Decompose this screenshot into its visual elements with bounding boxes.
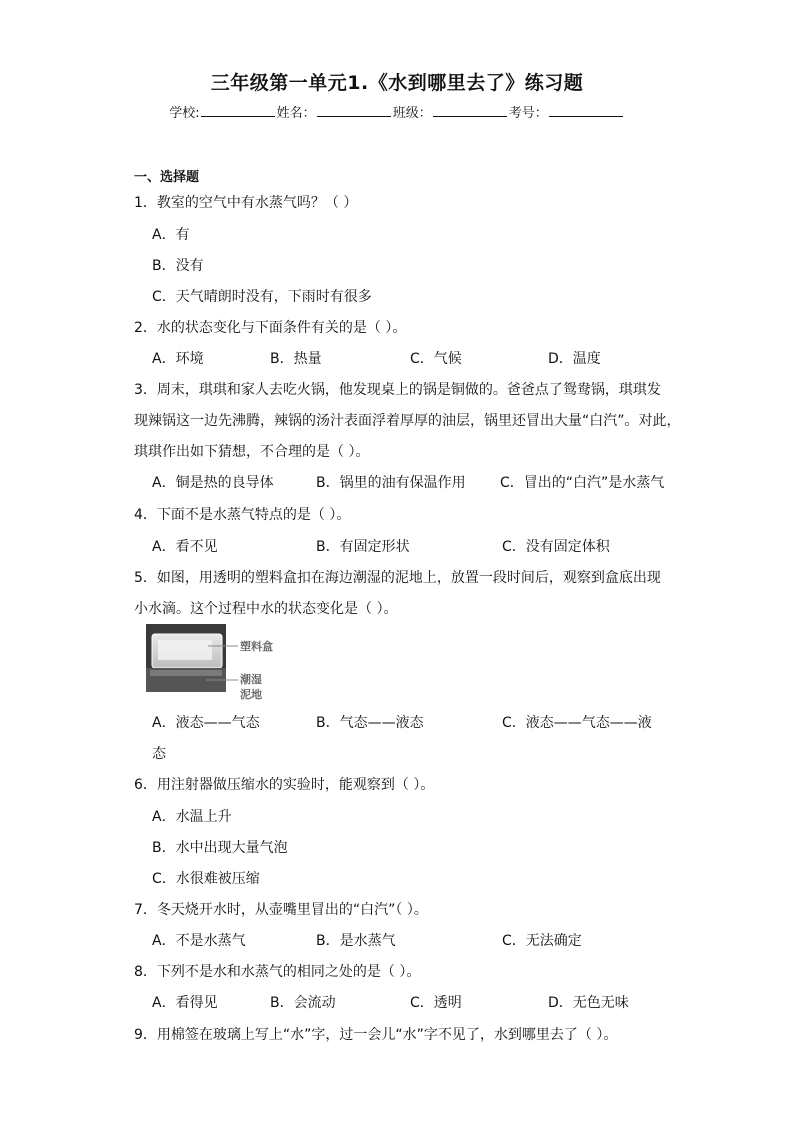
- name-label: 姓名：: [276, 106, 316, 121]
- q8-option-b[interactable]: B．会流动: [270, 995, 336, 1011]
- question-8: 8．下列不是水和水蒸气的相同之处的是（ ）。: [134, 964, 421, 980]
- class-blank[interactable]: [433, 104, 507, 117]
- school-label: 学校:: [169, 106, 200, 121]
- q1-option-a[interactable]: A．有: [152, 227, 190, 243]
- q4-option-a[interactable]: A．看不见: [152, 539, 218, 555]
- question-7: 7．冬天烧开水时，从壶嘴里冒出的“白汽”（ ）。: [134, 902, 428, 918]
- q2-option-d[interactable]: D．温度: [548, 351, 601, 367]
- page-title: 三年级第一单元1.《水到哪里去了》练习题: [210, 72, 584, 94]
- figure-label-soil-1: 潮湿: [240, 673, 262, 686]
- question-1: 1．教室的空气中有水蒸气吗？（ ）: [134, 195, 358, 211]
- q3-option-b[interactable]: B．锅里的油有保温作用: [316, 475, 466, 491]
- q5-option-b[interactable]: B．气态——液态: [316, 715, 424, 731]
- school-blank[interactable]: [201, 104, 275, 117]
- exam-no-blank[interactable]: [549, 104, 623, 117]
- section-heading: 一、选择题: [134, 170, 200, 185]
- q3-option-c[interactable]: C．冒出的“白汽”是水蒸气: [500, 475, 665, 491]
- q8-option-d[interactable]: D．无色无味: [548, 995, 629, 1011]
- figure-label-soil-2: 泥地: [240, 688, 262, 701]
- q5-option-c[interactable]: C．液态——气态——液: [502, 715, 652, 731]
- q7-option-a[interactable]: A．不是水蒸气: [152, 933, 246, 949]
- q2-option-a[interactable]: A．环境: [152, 351, 204, 367]
- q3-option-a[interactable]: A．铜是热的良导体: [152, 475, 274, 491]
- q6-option-a[interactable]: A．水温上升: [152, 809, 232, 825]
- q6-option-c[interactable]: C．水很难被压缩: [152, 871, 260, 887]
- question-3-line-1: 3．周末，琪琪和家人去吃火锅，他发现桌上的锅是铜做的。爸爸点了鸳鸯锅，琪琪发: [134, 382, 661, 398]
- figure-label-box: 塑料盒: [240, 640, 273, 653]
- name-blank[interactable]: [317, 104, 391, 117]
- question-2: 2．水的状态变化与下面条件有关的是（ ）。: [134, 320, 407, 336]
- q2-option-b[interactable]: B．热量: [270, 351, 322, 367]
- class-label: 班级：: [392, 106, 432, 121]
- q5-option-c-wrap: 态: [152, 746, 166, 762]
- student-info-line: [0, 102, 794, 121]
- q4-option-b[interactable]: B．有固定形状: [316, 539, 410, 555]
- q7-option-b[interactable]: B．是水蒸气: [316, 933, 396, 949]
- q5-option-a[interactable]: A．液态——气态: [152, 715, 260, 731]
- q2-option-c[interactable]: C．气候: [410, 351, 462, 367]
- q1-option-c[interactable]: C．天气晴朗时没有，下雨时有很多: [152, 289, 372, 305]
- q8-option-c[interactable]: C．透明: [410, 995, 462, 1011]
- q8-option-a[interactable]: A．看得见: [152, 995, 218, 1011]
- q6-option-b[interactable]: B．水中出现大量气泡: [152, 840, 288, 856]
- question-5-line-1: 5．如图，用透明的塑料盒扣在海边潮湿的泥地上，放置一段时间后，观察到盒底出现: [134, 570, 661, 586]
- q7-option-c[interactable]: C．无法确定: [502, 933, 582, 949]
- question-6: 6．用注射器做压缩水的实验时，能观察到（ ）。: [134, 777, 435, 793]
- plastic-box-figure: [146, 624, 286, 702]
- question-4: 4．下面不是水蒸气特点的是（ ）。: [134, 507, 351, 523]
- question-9: 9．用棉签在玻璃上写上“水”字，过一会儿“水”字不见了，水到哪里去了（ ）。: [134, 1027, 618, 1043]
- exam-no-label: 考号：: [508, 106, 548, 121]
- question-3-line-3: 琪琪作出如下猜想，不合理的是（ ）。: [134, 444, 370, 460]
- question-5-line-2: 小水滴。这个过程中水的状态变化是（ ）。: [134, 601, 398, 617]
- q1-option-b[interactable]: B．没有: [152, 258, 204, 274]
- question-3-line-2: 现辣锅这一边先沸腾，辣锅的汤汁表面浮着厚厚的油层，锅里还冒出大量“白汽”。对此，: [134, 413, 681, 429]
- q4-option-c[interactable]: C．没有固定体积: [502, 539, 610, 555]
